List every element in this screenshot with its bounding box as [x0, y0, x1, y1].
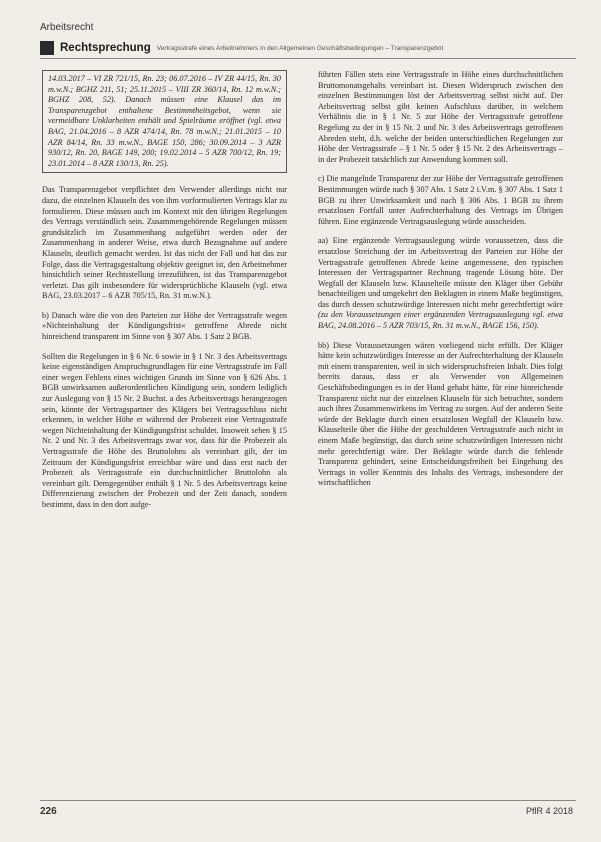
header-bar: [40, 40, 576, 56]
paragraph: bb) Diese Voraussetzungen wären vorliegend nicht erfüllt. Der Kläger hätte kein schutzwürdiges Interesse an der Aufrechterhaltung der Klauseln mit einem transparenten, weil in sich widerspruchsfreien Inhalt. Dies folgt bereits daraus, dass er als Verwender von Allgemeinen Geschäftsbedingungen es in der Hand gehabt hätte, für eine hinreichende Transparenz nicht nur der einzelnen Klauseln für sich betrachtet, sondern auch ihres Zusammenwirkens im Vertrag zu sorgen. Auf der anderen Seite würde der Beklagte durch einen ersatzlosen Wegfall der Klauseln bzw. Klauselteile über die Höhe der geschuldeten Vertragsstrafe auch nicht in einem Maße begünstigt, das durch seine schutzwürdigen Interessen nicht mehr gerechtfertigt wäre. Der Beklagte würde durch die fehlende Transparenz gehindert, seine Entscheidungsfreiheit bei Eingehung des Vertrags in voller Kenntnis des Inhalts des Vertrags, insbesondere der wirtschaftlichen: [318, 340, 563, 488]
paragraph: führten Fällen stets eine Vertragsstrafe in Höhe eines durchschnittlichen Bruttomonatsgehalts vereinbart ist. Diesen Widerspruch zwischen den einzelnen Bestimmungen löst der Arbeitsvertrag selbst nicht auf. Der Arbeitsvertrag selbst gibt keinen Aufschluss darüber, in welchem Verhältnis die in § 1 Nr. 5 zur Höhe der Vertragsstrafe getroffene Regelung zu der in § 15 Nr. 2 und Nr. 3 des Arbeitsvertrags getroffenen Abreden steht, d.h. welche der beiden unterschiedlichen Regelungen zur Höhe der Vertragsstrafe – § 1 Nr. 5 oder § 15 Nr. 2 des Arbeitsvertrags – in der Probezeit tatsächlich zur Anwendung kommen soll.: [318, 70, 563, 164]
paragraph: b) Danach wäre die von den Parteien zur Höhe der Vertragsstrafe wegen »Nichteinhaltung der Kündigungsfrist« getroffene Abrede nicht hinreichend transparent im Sinne von § 307 Abs. 1 Satz 2 BGB.: [42, 310, 287, 342]
header-subtitle: Vertragsstrafe eines Arbeitnehmers in den Allgemeinen Geschäftsbedingungen – Transparenzgebot: [156, 44, 444, 52]
paragraph: Sollten die Regelungen in § 6 Nr. 6 sowie in § 1 Nr. 3 des Arbeitsvertrags keine eigenständigen Anspruchsgrundlagen für eine Vertragsstrafe im Fall einer wegen Fehlens eines wichtigen Grunds im Sinne von § 626 Abs. 1 BGB unwirksamen außerordentlichen Kündigung sein, sondern lediglich zur Auslegung von § 15 Nr. 2 Buchst. a des Arbeitsvertrags herangezogen sein, könnte der Vertragspartner des Klägers bei Vertragsschluss nicht erkennen, in welcher Höhe er während der Probezeit eine Vertragsstrafe wegen Nichteinhaltung der Kündigungsfrist schuldet. Insoweit sehen § 15 Nr. 2 und Nr. 3 des Arbeitsvertrags zwar vor, dass für die Probezeit als Vertragsstrafe die Höhe des Bruttolohns als vereinbart gilt, der im Zeitraum der Kündigungsfrist erreichbar wäre und dass erst nach der Probezeit als Vertragsstrafe ein durchschnittlicher Bruttolohn als vereinbart gilt. Demgegenüber enthält § 1 Nr. 5 des Arbeitsvertrags keine Differenzierung zwischen der Probezeit und der Zeit danach, sondern bestimmt, dass in den dort aufge-: [42, 351, 287, 509]
section-label: Arbeitsrecht: [40, 22, 94, 33]
header-title: Rechtsprechung: [60, 42, 151, 54]
header-divider: [40, 58, 576, 59]
left-column: [42, 70, 287, 795]
paragraph: c) Die mangelnde Transparenz der zur Höhe der Vertragsstrafe getroffenen Bestimmungen würde nach § 307 Abs. 1 Satz 2 i.V.m. § 307 Abs. 1 Satz 1 BGB zu ihrer Unwirksamkeit und nach § 306 Abs. 1 BGB zu ihrem ersatzlosen Fortfall unter Aufrechterhaltung des Vertrags im Übrigen führen. Eine ergänzende Vertragsauslegung würde ausscheiden.: [318, 174, 563, 226]
footer-divider: [40, 800, 576, 801]
header-square-icon: [40, 41, 54, 55]
citation-box-text: 14.03.2017 – VI ZR 721/15, Rn. 23; 06.07.2016 – IV ZR 44/15, Rn. 30 m.w.N.; BGHZ 211, 51; 25.11.2015 – VIII ZR 360/14, Rn. 12 m.w.N.; BGHZ 208, 52). Danach müssen eine Klausel das im Transparenzgebot enthaltene Bestimmtheitsgebot, wenn sie vermeidbare Unklarheiten enthält und Spielräume eröffnet (vgl. etwa BAG, 21.04.2016 – 8 AZR 474/14, Rn. 78 m.w.N.; 21.01.2015 – 10 AZR 84/14, Rn. 33 m.w.N., BAGE 150, 286; 30.09.2014 – 3 AZR 930/12, Rn. 20, BAGE 149, 200; 19.02.2014 – 5 AZR 700/12, Rn. 19; 23.01.2014 – 8 AZR 130/13, Rn. 25).: [48, 74, 281, 168]
paragraph: Das Transparenzgebot verpflichtet den Verwender allerdings nicht nur dazu, die einzelnen Klauseln des von ihm vorformulierten Vertrags klar zu formulieren. Diese müssen auch im Kontext mit den übrigen Regelungen des Vertrags verständlich sein. Zusammengehörende Regelungen müssen grundsätzlich im Zusammenhang aufgeführt werden oder der Zusammenhang in anderer Weise, etwa durch Bezugnahme auf andere Klauseln, deutlich gemacht werden. Ist das nicht der Fall und hat das zur Folge, dass die Vertragsgestaltung objektiv geeignet ist, den Arbeitnehmer hinsichtlich seiner Rechtsstellung irrezuführen, ist das Transparenzgebot verletzt. Das gilt insbesondere für widersprüchliche Klauseln (vgl. etwa BAG, 23.03.2017 – 6 AZR 705/15, Rn. 31 m.w.N.).: [42, 185, 287, 301]
citation-box: [42, 70, 287, 173]
paragraph-text: aa) Eine ergänzende Vertragsauslegung würde voraussetzen, dass die ersatzlose Streichung der im Arbeitsvertrag der Parteien zur Höhe der Vertragsstrafe getroffenen Abrede keine angemessene, den typischen Interessen der Vertragspartner Rechnung tragende Lösung böte. Der Wegfall der Klauseln bzw. Klauselteile müsste den Kläger über Gebühr benachteiligen und umgekehrt den Beklagten in einem Maße begünstigen, das durch dessen schutzwürdige Interessen nicht mehr gerechtfertigt wäre: [318, 236, 563, 309]
right-column: [318, 70, 563, 795]
paragraph-citation: (zu den Voraussetzungen einer ergänzenden Vertragsauslegung vgl. etwa BAG, 24.08.2016 – 5 AZR 703/15, Rn. 31 m.w.N., BAGE 156, 150).: [318, 310, 563, 331]
page-number: 226: [40, 806, 57, 817]
journal-issue: PflR 4 2018: [525, 806, 573, 816]
paragraph: [318, 236, 563, 331]
